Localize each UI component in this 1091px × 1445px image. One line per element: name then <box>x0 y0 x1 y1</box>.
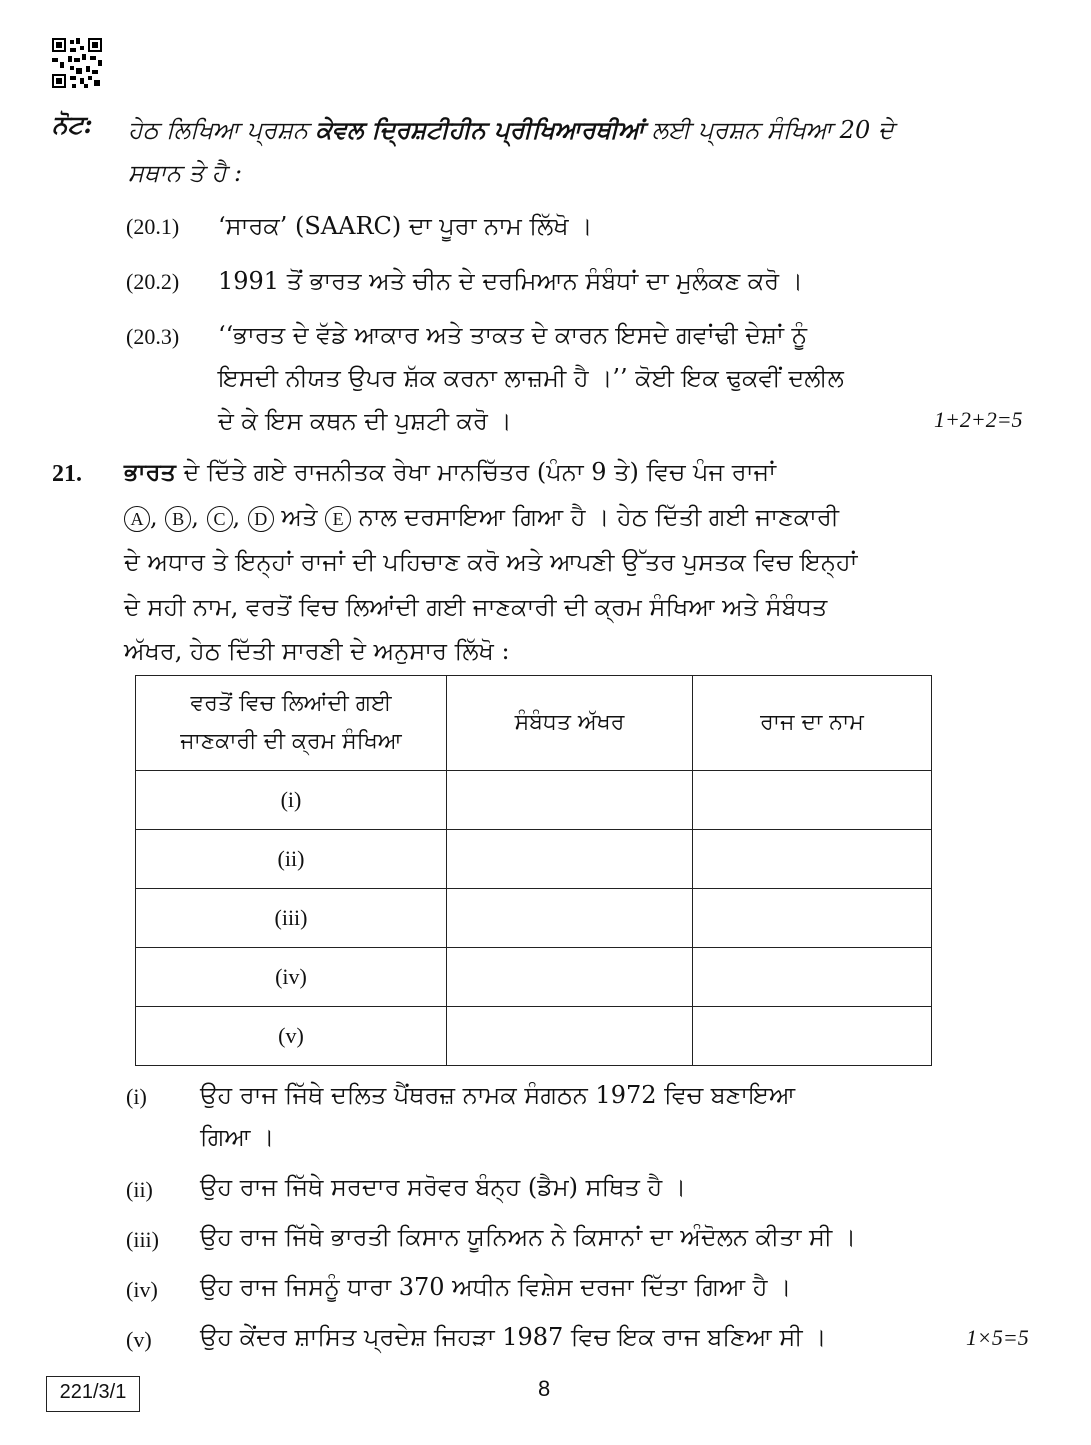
q21-line-4: ਦੇ ਸਹੀ ਨਾਮ, ਵਰਤੋਂ ਵਿਚ ਲਿਆਂਦੀ ਗਈ ਜਾਣਕਾਰੀ ਦੀ ਕ੍ਰਮ ਸੰਖਿਆ ਅਤੇ ਸੰਬੰਧਤ <box>124 593 828 621</box>
subq-number: (20.1) <box>126 214 180 239</box>
q21-text: ਨਾਲ ਦਰਸਾਇਆ ਗਿਆ ਹੈ । ਹੇਠ ਦਿੱਤੀ ਗਈ ਜਾਣਕਾਰੀ <box>351 503 840 531</box>
marks-20: 1+2+2=5 <box>934 407 1023 432</box>
clue-text: ਉਹ ਰਾਜ ਜਿੱਥੇ ਭਾਰਤੀ ਕਿਸਾਨ ਯੂਨਿਅਨ ਨੇ ਕਿਸਾਨਾਂ ਦਾ ਅੰਦੋਲਨ ਕੀਤਾ ਸੀ । <box>200 1223 857 1251</box>
row-label: (iv) <box>136 948 447 1007</box>
subq-text: 1991 ਤੋਂ ਭਾਰਤ ਅਤੇ ਚੀਨ ਦੇ ਦਰਮਿਆਨ ਸੰਬੰਧਾਂ ਦਾ ਮੁਲੰਕਣ ਕਰੋ । <box>218 267 803 295</box>
clue-text: ਉਹ ਰਾਜ ਜਿਸਨੂੰ ਧਾਰਾ 370 ਅਧੀਨ ਵਿਸ਼ੇਸ ਦਰਜਾ ਦਿੱਤਾ ਗਿਆ ਹੈ । <box>200 1273 792 1301</box>
q21-line-2: A , B , C , D ਅਤੇ E ਨਾਲ ਦਰਸਾਇਆ ਗਿਆ ਹੈ । ਹੇਠ ਦਿੱਤੀ ਗਈ ਜਾਣਕਾਰੀ <box>124 496 839 538</box>
answer-cell <box>693 771 932 830</box>
answer-cell <box>447 771 693 830</box>
table-row <box>136 889 932 948</box>
paper-code: 221/3/1 <box>46 1376 140 1412</box>
subq-number: (20.2) <box>126 269 180 294</box>
circled-letter-a: A <box>124 506 150 532</box>
row-label: (iii) <box>136 889 447 948</box>
answer-table <box>135 675 932 1066</box>
answer-cell <box>447 948 693 1007</box>
clue-number: (ii) <box>126 1177 153 1202</box>
q21-line-3: ਦੇ ਅਧਾਰ ਤੇ ਇਨ੍ਹਾਂ ਰਾਜਾਂ ਦੀ ਪਹਿਚਾਣ ਕਰੋ ਅਤੇ ਆਪਣੀ ਉੱਤਰ ਪੁਸਤਕ ਵਿਚ ਇਨ੍ਹਾਂ <box>124 548 858 576</box>
note-text: ਹੇਠ ਲਿਖਿਆ ਪ੍ਰਸ਼ਨ <box>128 116 316 144</box>
subq-text: ‘‘ਭਾਰਤ ਦੇ ਵੱਡੇ ਆਕਾਰ ਅਤੇ ਤਾਕਤ ਦੇ ਕਾਰਨ ਇਸਦੇ ਗਵਾਂਢੀ ਦੇਸ਼ਾਂ ਨੂੰ <box>218 321 808 349</box>
question-number: 21. <box>52 461 82 487</box>
subq-text: ‘ਸਾਰਕ’ (SAARC) ਦਾ ਪੂਰਾ ਨਾਮ ਲਿੱਖੋ । <box>218 212 593 240</box>
table-header: ਸੰਬੰਧਤ ਅੱਖਰ <box>447 676 693 771</box>
clue-number: (v) <box>126 1327 152 1352</box>
q21-line-5: ਅੱਖਰ, ਹੇਠ ਦਿੱਤੀ ਸਾਰਣੀ ਦੇ ਅਨੁਸਾਰ ਲਿੱਖੋ : <box>124 637 510 665</box>
answer-cell <box>447 889 693 948</box>
clue-number: (i) <box>126 1084 147 1109</box>
circled-letter-e: E <box>325 506 351 532</box>
circled-letter-b: B <box>165 506 191 532</box>
clue-number: (iv) <box>126 1277 158 1302</box>
table-header <box>136 676 447 771</box>
note-text: ਲਈ ਪ੍ਰਸ਼ਨ ਸੰਖਿਆ 20 ਦੇ <box>644 116 894 144</box>
header-text: ਵਰਤੋਂ ਵਿਚ ਲਿਆਂਦੀ ਗਈ <box>190 691 392 716</box>
note-line-2: ਸਥਾਨ ਤੇ ਹੈ : <box>128 159 243 187</box>
answer-cell <box>693 948 932 1007</box>
table-header: ਰਾਜ ਦਾ ਨਾਮ <box>693 676 932 771</box>
table-row <box>136 830 932 889</box>
answer-cell <box>447 1007 693 1066</box>
table-header-row <box>136 676 932 771</box>
clue-text: ਉਹ ਰਾਜ ਜਿੱਥੇ ਸਰਦਾਰ ਸਰੋਵਰ ਬੰਨ੍ਹ (ਡੈਮ) ਸਥਿਤ ਹੈ । <box>200 1173 687 1201</box>
subq-text: ਇਸਦੀ ਨੀਯਤ ਉਪਰ ਸ਼ੱਕ ਕਰਨਾ ਲਾਜ਼ਮੀ ਹੈ ।’’ ਕੋਈ ਇਕ ਢੁਕਵੀਂ ਦਲੀਲ <box>218 364 844 392</box>
circled-letter-c: C <box>207 506 233 532</box>
q21-text: ਦੇ ਦਿੱਤੇ ਗਏ ਰਾਜਨੀਤਕ ਰੇਖਾ ਮਾਨਚਿੱਤਰ (ਪੰਨਾ 9 ਤੇ) ਵਿਚ ਪੰਜ ਰਾਜਾਂ <box>175 458 777 486</box>
table-row <box>136 948 932 1007</box>
circled-letter-d: D <box>248 506 274 532</box>
row-label: (i) <box>136 771 447 830</box>
row-label: (ii) <box>136 830 447 889</box>
page-number: 8 <box>538 1376 551 1401</box>
table-row <box>136 771 932 830</box>
note-label: ਨੋਟ: <box>52 110 93 139</box>
header-text: ਜਾਣਕਾਰੀ ਦੀ ਕ੍ਰਮ ਸੰਖਿਆ <box>180 729 402 754</box>
subq-text: ਦੇ ਕੇ ਇਸ ਕਥਨ ਦੀ ਪੁਸ਼ਟੀ ਕਰੋ । <box>218 407 512 435</box>
answer-cell <box>693 830 932 889</box>
note-line-1 <box>128 109 894 151</box>
q21-line-1 <box>124 451 776 493</box>
subq-number: (20.3) <box>126 324 180 349</box>
qr-code-icon <box>52 38 102 88</box>
marks-21: 1×5=5 <box>966 1325 1029 1350</box>
clue-text: ਉਹ ਕੇਂਦਰ ਸ਼ਾਸਿਤ ਪ੍ਰਦੇਸ਼ ਜਿਹੜਾ 1987 ਵਿਚ ਇਕ ਰਾਜ ਬਣਿਆ ਸੀ । <box>200 1323 827 1351</box>
note-emphasis: ਕੇਵਲ ਦ੍ਰਿਸ਼ਟੀਹੀਨ ਪ੍ਰੀਖਿਆਰਥੀਆਂ <box>315 115 645 144</box>
row-label: (v) <box>136 1007 447 1066</box>
clue-text: ਗਿਆ । <box>200 1123 275 1151</box>
q21-emphasis: ਭਾਰਤ <box>124 457 176 486</box>
answer-cell <box>693 889 932 948</box>
clue-text: ਉਹ ਰਾਜ ਜਿੱਥੇ ਦਲਿਤ ਪੈਂਥਰਜ਼ ਨਾਮਕ ਸੰਗਠਨ 1972 ਵਿਚ ਬਣਾਇਆ <box>200 1081 796 1109</box>
answer-cell <box>447 830 693 889</box>
table-row <box>136 1007 932 1066</box>
clue-number: (iii) <box>126 1227 159 1252</box>
answer-cell <box>693 1007 932 1066</box>
q21-text: ਅਤੇ <box>273 503 326 531</box>
